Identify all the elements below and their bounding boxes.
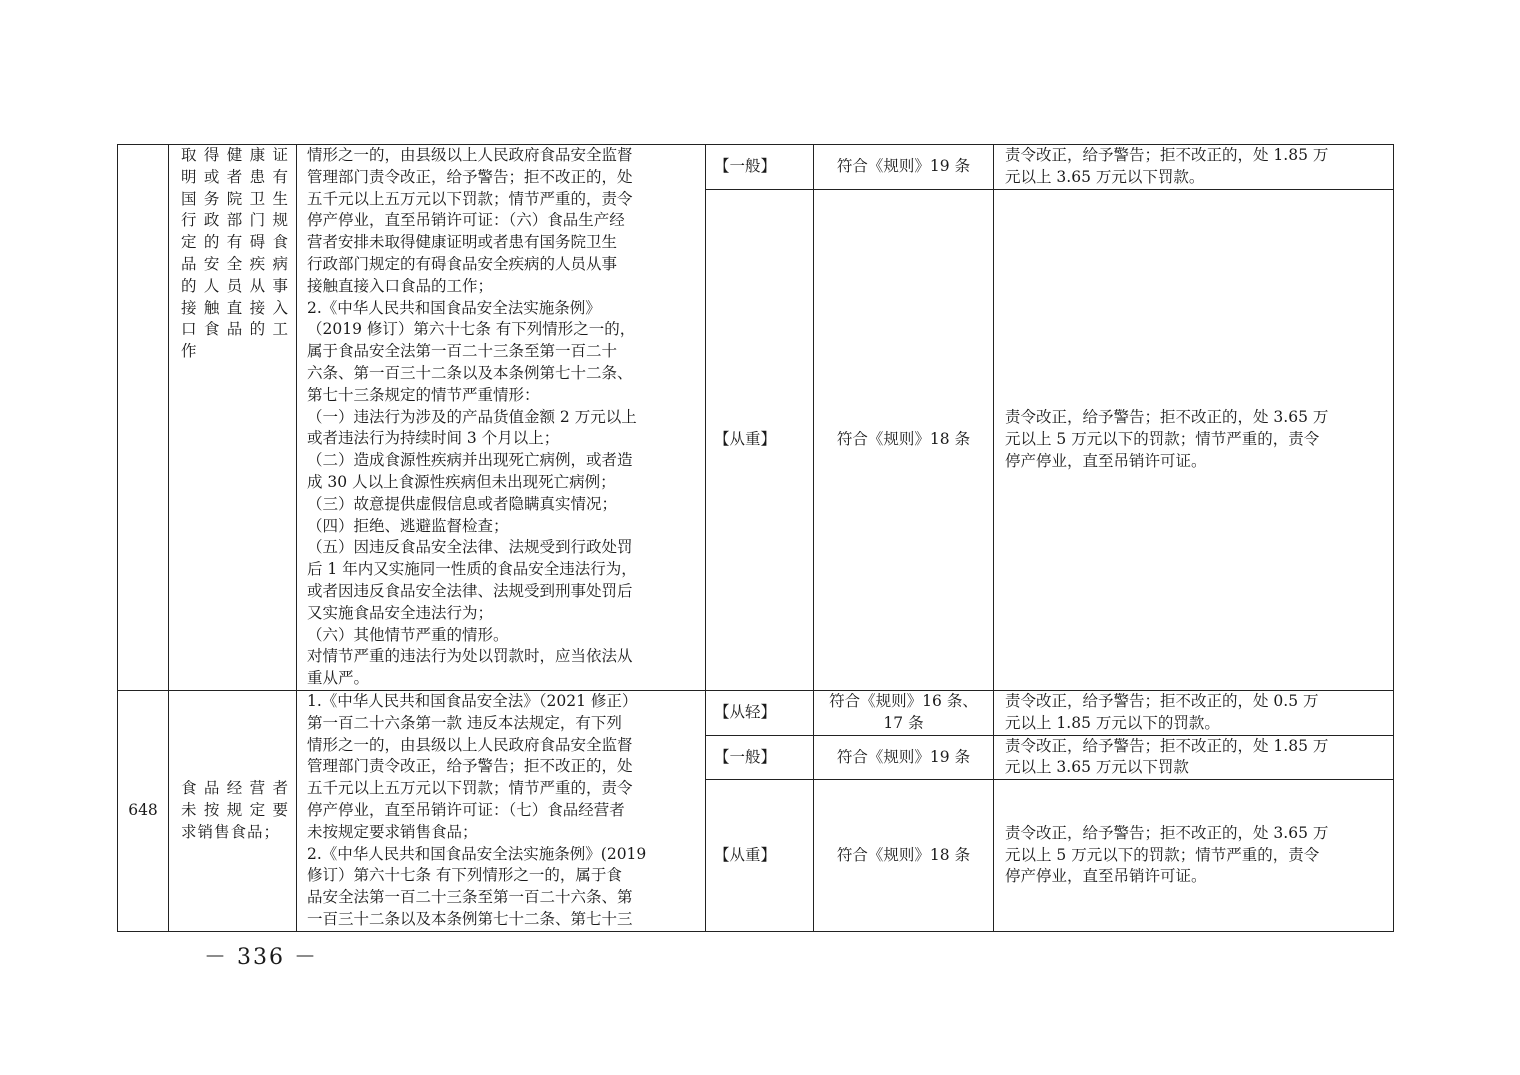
result-line: 元以上 3.65 万元以下罚款。 bbox=[1005, 167, 1205, 186]
basis-line: 2.《中华人民共和国食品安全法实施条例》(2019 bbox=[307, 844, 647, 863]
result-line: 责令改正，给予警告；拒不改正的，处 1.85 万 bbox=[1005, 736, 1329, 755]
result-line: 责令改正，给予警告；拒不改正的，处 3.65 万 bbox=[1005, 823, 1329, 842]
basis-line: 第七十三条规定的情节严重情形： bbox=[307, 385, 540, 404]
result-line: 责令改正，给予警告；拒不改正的，处 0.5 万 bbox=[1005, 691, 1319, 710]
condition-line: 符合《规则》19 条 bbox=[836, 747, 971, 766]
result-line: 元以上 1.85 万元以下的罚款。 bbox=[1005, 713, 1220, 732]
penalty-result bbox=[994, 780, 1394, 931]
basis-line: 后 1 年内又实施同一性质的食品安全违法行为， bbox=[307, 560, 637, 579]
condition-line: 符合《规则》16 条、 bbox=[829, 691, 978, 710]
result-line: 元以上 3.65 万元以下罚款 bbox=[1005, 758, 1189, 777]
legal-basis-cell bbox=[297, 145, 706, 691]
table-row bbox=[118, 690, 1394, 735]
case-line: 食品经营者 bbox=[181, 779, 289, 798]
condition-line: 符合《规则》18 条 bbox=[836, 845, 971, 864]
case-line: 国务院卫生 bbox=[181, 189, 289, 208]
page-number: － 336 － bbox=[204, 945, 318, 970]
basis-line: 或者因违反食品安全法律、法规受到刑事处罚后 bbox=[307, 581, 633, 600]
penalty-level-general: 【一般】 bbox=[706, 735, 814, 780]
result-line: 责令改正，给予警告；拒不改正的，处 3.65 万 bbox=[1005, 408, 1329, 427]
basis-line: 营者安排未取得健康证明或者患有国务院卫生 bbox=[307, 233, 618, 252]
penalty-result bbox=[994, 145, 1394, 190]
basis-line: 1.《中华人民共和国食品安全法》（2021 修正） bbox=[307, 691, 638, 710]
case-line: 明或者患有 bbox=[181, 167, 289, 186]
basis-line: 成 30 人以上食源性疾病但未出现死亡病例； bbox=[307, 472, 616, 491]
table-row bbox=[118, 145, 1394, 190]
applicable-condition bbox=[814, 690, 994, 735]
basis-line: 五千元以上五万元以下罚款；情节严重的，责令 bbox=[307, 189, 633, 208]
case-line: 取得健康证 bbox=[181, 146, 289, 164]
condition-line: 符合《规则》19 条 bbox=[836, 156, 971, 175]
applicable-condition bbox=[814, 780, 994, 931]
item-number-cell bbox=[118, 145, 169, 691]
basis-line: （三）故意提供虚假信息或者隐瞒真实情况； bbox=[307, 494, 618, 513]
result-line: 元以上 5 万元以下的罚款；情节严重的，责令 bbox=[1005, 845, 1320, 864]
basis-line: 又实施食品安全违法行为； bbox=[307, 603, 494, 622]
result-line: 责令改正，给予警告；拒不改正的，处 1.85 万 bbox=[1005, 146, 1329, 165]
basis-line: 停产停业，直至吊销许可证：（七）食品经营者 bbox=[307, 800, 625, 819]
basis-line: 管理部门责令改正，给予警告；拒不改正的，处 bbox=[307, 167, 633, 186]
penalty-level-severe: 【从重】 bbox=[706, 780, 814, 931]
case-line: 未按规定要 bbox=[181, 800, 289, 819]
basis-line: 停产停业，直至吊销许可证：（六）食品生产经 bbox=[307, 211, 625, 230]
basis-line: 第一百二十六条第一款 违反本法规定，有下列 bbox=[307, 713, 622, 732]
basis-line: 2.《中华人民共和国食品安全法实施条例》 bbox=[307, 298, 601, 317]
basis-line: （四）拒绝、逃避监督检查； bbox=[307, 516, 509, 535]
applicable-condition bbox=[814, 145, 994, 190]
case-line: 的人员从事 bbox=[181, 276, 289, 295]
basis-line: 接触直接入口食品的工作； bbox=[307, 276, 494, 295]
penalty-table bbox=[117, 144, 1394, 932]
basis-line: （2019 修订）第六十七条 有下列情形之一的， bbox=[307, 320, 636, 339]
basis-line: 品安全法第一百二十三条至第一百二十六条、第 bbox=[307, 888, 633, 907]
case-line: 作 bbox=[181, 342, 198, 361]
basis-line: 一百三十二条以及本条例第七十二条、第七十三 bbox=[307, 909, 633, 928]
case-line: 品安全疾病 bbox=[181, 254, 289, 273]
penalty-level-severe: 【从重】 bbox=[706, 189, 814, 690]
result-line: 元以上 5 万元以下的罚款；情节严重的，责令 bbox=[1005, 429, 1320, 448]
case-line: 行政部门规 bbox=[181, 211, 289, 230]
basis-line: 重从严。 bbox=[307, 669, 370, 688]
basis-line: 行政部门规定的有碍食品安全疾病的人员从事 bbox=[307, 254, 618, 273]
case-line: 接触直接入 bbox=[181, 298, 289, 317]
item-number-cell: 648 bbox=[118, 690, 169, 931]
condition-line: 17 条 bbox=[883, 713, 924, 732]
penalty-result bbox=[994, 189, 1394, 690]
basis-line: 属于食品安全法第一百二十三条至第一百二十 bbox=[307, 342, 618, 361]
basis-line: （一）违法行为涉及的产品货值金额 2 万元以上 bbox=[307, 407, 637, 426]
penalty-result bbox=[994, 690, 1394, 735]
applicable-condition bbox=[814, 189, 994, 690]
basis-line: 对情节严重的违法行为处以罚款时，应当依法从 bbox=[307, 647, 633, 666]
basis-line: 管理部门责令改正，给予警告；拒不改正的，处 bbox=[307, 757, 633, 776]
basis-line: 未按规定要求销售食品； bbox=[307, 822, 478, 841]
case-line: 定的有碍食 bbox=[181, 233, 289, 252]
case-line: 口食品的工 bbox=[181, 320, 289, 339]
violation-description-cell bbox=[169, 690, 297, 931]
basis-line: 情形之一的，由县级以上人民政府食品安全监督 bbox=[307, 735, 633, 754]
violation-description-cell bbox=[169, 145, 297, 691]
basis-line: （六）其他情节严重的情形。 bbox=[307, 625, 509, 644]
penalty-level-lenient: 【从轻】 bbox=[706, 690, 814, 735]
basis-line: 五千元以上五万元以下罚款；情节严重的，责令 bbox=[307, 779, 633, 798]
case-line: 求销售食品； bbox=[181, 822, 281, 841]
basis-line: 情形之一的，由县级以上人民政府食品安全监督 bbox=[307, 146, 633, 164]
basis-line: （二）造成食源性疾病并出现死亡病例，或者造 bbox=[307, 451, 633, 470]
condition-line: 符合《规则》18 条 bbox=[836, 429, 971, 448]
basis-line: 修订）第六十七条 有下列情形之一的，属于食 bbox=[307, 866, 622, 885]
legal-basis-cell bbox=[297, 690, 706, 931]
penalty-result bbox=[994, 735, 1394, 780]
basis-line: 六条、第一百三十二条以及本条例第七十二条、 bbox=[307, 363, 633, 382]
result-line: 停产停业，直至吊销许可证。 bbox=[1005, 867, 1207, 886]
basis-line: （五）因违反食品安全法律、法规受到行政处罚 bbox=[307, 538, 633, 557]
basis-line: 或者违法行为持续时间 3 个月以上； bbox=[307, 429, 560, 448]
result-line: 停产停业，直至吊销许可证。 bbox=[1005, 451, 1207, 470]
applicable-condition bbox=[814, 735, 994, 780]
penalty-level-general: 【一般】 bbox=[706, 145, 814, 190]
